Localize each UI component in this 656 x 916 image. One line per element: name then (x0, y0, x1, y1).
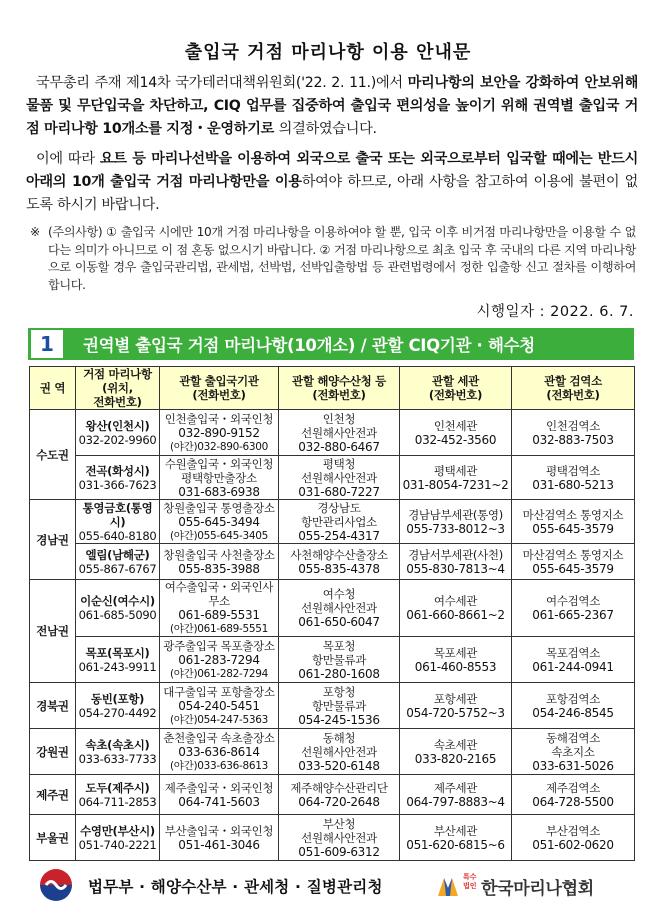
section-title: 권역별 출입국 거점 마리나항(10개소) / 관할 CIQ기관 · 해수청 (83, 336, 535, 355)
maritime-line: 항만물류과 (311, 652, 367, 667)
customs-cell (400, 544, 512, 580)
table-row (30, 544, 635, 580)
immigration-line: 창원출입국 사천출장소 (163, 547, 275, 562)
maritime-line: 032-880-6467 (298, 439, 380, 454)
header-immigration: 관할 출입국기관 (전화번호) (160, 367, 279, 410)
customs-line: 경남서부세관(사천) (408, 547, 503, 562)
region-cell: 부울권 (30, 815, 76, 861)
note-mark: ※ (30, 225, 40, 239)
maritime-cell (279, 456, 400, 500)
customs-cell (400, 683, 512, 729)
maritime-cell (279, 775, 400, 815)
marina-association-logo-icon (436, 874, 460, 898)
quarantine-line: 055-645-3579 (532, 521, 614, 536)
quarantine-cell (512, 544, 635, 580)
maritime-line: 031-680-7227 (298, 484, 380, 499)
maritime-cell (279, 410, 400, 456)
immigration-line: 수원출입국・외국인청 평택항만출장소 (164, 456, 274, 485)
marina-phone: 031-366-7623 (78, 477, 157, 492)
immigration-line: 055-645-3494 (178, 514, 260, 529)
maritime-line: 선원해사안전과 (301, 425, 377, 440)
caution-note (30, 224, 636, 294)
customs-line: 061-460-8553 (414, 659, 497, 674)
marina-phone: 055-867-6767 (78, 561, 157, 576)
section-number: 1 (31, 330, 63, 358)
customs-line: 051-620-6815~6 (406, 837, 505, 852)
quarantine-line: 목포검역소 (545, 645, 601, 660)
maritime-line: 055-835-4378 (298, 561, 380, 576)
immigration-cell (160, 500, 279, 544)
marina-phone: 061-243-9911 (78, 659, 157, 674)
table-row (30, 410, 635, 456)
instruction-text-1: 이에 따라 (36, 151, 100, 167)
marina-cell (76, 500, 160, 544)
marina-name: 통영금호(통영시) (82, 500, 153, 529)
region-cell: 제주권 (30, 775, 76, 815)
quarantine-cell (512, 683, 635, 729)
immigration-cell (160, 815, 279, 861)
immigration-cell (160, 683, 279, 729)
immigration-cell (160, 544, 279, 580)
maritime-line: 동해청 (322, 730, 356, 745)
quarantine-cell (512, 637, 635, 683)
header-quarantine: 관할 검역소 (전화번호) (512, 367, 635, 410)
maritime-line: 여수청 (322, 587, 356, 601)
customs-line: 061-660-8661~2 (406, 608, 505, 622)
maritime-cell (279, 580, 400, 637)
quarantine-line: 평택검역소 (545, 463, 601, 478)
quarantine-line: 여수검역소 (545, 594, 601, 608)
marina-name: 왕산(인천시) (85, 418, 150, 433)
customs-line: 054-720-5752~3 (406, 705, 505, 720)
table-row (30, 637, 635, 683)
intro-bold-text: 마리나항의 보안을 강화하여 안보위해 물품 및 무단입국을 차단하고, CIQ 업무를 집중하여 출입국 편의성을 높이기 위해 권역별 출입국 거점 마리나항 10개소를 지정・운영하기로 (26, 75, 638, 137)
quarantine-line: 061-665-2367 (532, 608, 614, 622)
marina-name: 동빈(포항) (90, 691, 145, 706)
quarantine-line: 055-645-3579 (532, 561, 614, 576)
table-row (30, 815, 635, 861)
marina-phone: 033-633-7733 (78, 751, 157, 766)
maritime-line: 평택청 (322, 456, 356, 471)
table-header-row (30, 367, 635, 410)
table-row (30, 580, 635, 637)
maritime-line: 선원해사안전과 (301, 744, 377, 759)
customs-line: 032-452-3560 (414, 432, 497, 447)
table-row (30, 456, 635, 500)
customs-cell (400, 410, 512, 456)
marina-name: 도두(제주시) (85, 780, 150, 795)
instruction-bold-text: 요트 등 마리나선박을 이용하여 외국으로 출국 또는 외국으로부터 입국할 때에는 반드시 아래의 10개 출입국 거점 마리나항만을 이용 (26, 151, 638, 190)
note-text: (주의사항) ① 출입국 시에만 10개 거점 마리나항을 이용하여야 할 뿐, 입국 이후 비거점 마리나항만을 이용할 수 없다는 의미가 아니므로 이 점 혼동 없으시기 바랍니다. ② 거점 마리나항으로 최초 입국 후 국내의 다른 지역 마리나항으로 이동할 경우 출입국관리법, 관세법, 선박법, 선박입출항법 등 관련법령에서 정한 입출항 신고 절차를 이행하여 합니다. (48, 225, 636, 292)
immigration-line: 032-890-9152 (178, 425, 260, 440)
maritime-cell (279, 815, 400, 861)
table-body (30, 410, 635, 861)
immigration-line: 창원출입국 통영출장소 (163, 500, 275, 515)
quarantine-line: 마산검역소 통영지소 (522, 547, 624, 562)
quarantine-line: 032-883-7503 (532, 432, 614, 447)
immigration-line: 033-636-8614 (178, 744, 260, 759)
region-cell: 경남권 (30, 500, 76, 580)
intro-text-1: 국무총리 주재 제14차 국가테러대책위원회('22. 2. 11.)에서 (36, 75, 408, 91)
maritime-line: 055-254-4317 (298, 528, 380, 543)
quarantine-cell (512, 815, 635, 861)
immigration-line: (야간)054-247-5363 (169, 713, 269, 726)
section-banner (28, 328, 634, 360)
marina-cell (76, 815, 160, 861)
region-cell: 수도권 (30, 410, 76, 500)
maritime-line: 061-650-6047 (298, 615, 380, 629)
ministries-text: 법무부 · 해양수산부 · 관세청 · 질병관리청 (88, 878, 383, 896)
immigration-line: 031-683-6938 (178, 484, 260, 499)
quarantine-line: 031-680-5213 (532, 477, 614, 492)
assoc-type-label: 특수법인 (463, 873, 477, 890)
quarantine-line: 속초지소 (551, 744, 595, 759)
table-row (30, 683, 635, 729)
quarantine-line: 포항검역소 (545, 691, 601, 706)
quarantine-line: 부산검역소 (545, 823, 601, 838)
immigration-line: 064-741-5603 (178, 794, 260, 809)
immigration-line: 부산출입국・외국인청 (164, 823, 274, 838)
maritime-line: 인천청 (322, 411, 356, 426)
marina-phone: 032-202-9960 (78, 432, 157, 447)
marina-cell (76, 683, 160, 729)
customs-cell (400, 775, 512, 815)
header-region: 권 역 (30, 367, 76, 410)
marina-name: 엘림(남해군) (85, 547, 150, 562)
government-emblem-icon (40, 869, 72, 901)
assoc-name: 한국마리나협회 (481, 879, 594, 899)
immigration-line: 061-283-7294 (178, 652, 260, 667)
maritime-line: 제주해양수산관리단 (290, 780, 388, 795)
marina-cell (76, 729, 160, 775)
customs-line: 속초세관 (433, 737, 478, 752)
marina-name: 수영만(부산시) (80, 823, 155, 838)
marina-cell (76, 410, 160, 456)
maritime-cell (279, 729, 400, 775)
maritime-line: 선원해사안전과 (301, 601, 377, 615)
immigration-cell (160, 410, 279, 456)
immigration-cell (160, 637, 279, 683)
marina-phone: 061-685-5090 (78, 608, 157, 622)
customs-cell (400, 729, 512, 775)
customs-line: 인천세관 (433, 418, 478, 433)
effective-date: 시행일자 : 2022. 6. 7. (476, 304, 634, 320)
maritime-line: 064-720-2648 (298, 794, 380, 809)
header-customs: 관할 세관 (전화번호) (400, 367, 512, 410)
marina-cell (76, 775, 160, 815)
maritime-line: 포항청 (322, 684, 356, 699)
marina-phone: 051-740-2221 (78, 837, 157, 852)
region-cell: 전남권 (30, 580, 76, 683)
customs-line: 055-830-7813~4 (406, 561, 505, 576)
immigration-line: 055-835-3988 (178, 561, 260, 576)
quarantine-line: 마산검역소 통영지소 (522, 507, 624, 522)
quarantine-line: 061-244-0941 (532, 659, 614, 674)
maritime-cell (279, 500, 400, 544)
customs-line: 055-733-8012~3 (406, 521, 505, 536)
footer (0, 866, 656, 908)
page-title: 출입국 거점 마리나항 이용 안내문 (184, 42, 472, 63)
customs-cell (400, 637, 512, 683)
quarantine-line: 제주검역소 (545, 780, 601, 795)
immigration-line: 춘천출입국 속초출장소 (163, 730, 275, 745)
customs-cell (400, 580, 512, 637)
marina-phone: 054-270-4492 (78, 705, 157, 720)
customs-line: 포항세관 (433, 691, 478, 706)
customs-line: 부산세관 (433, 823, 478, 838)
quarantine-line: 033-631-5026 (532, 758, 614, 773)
customs-line: 033-820-2165 (414, 751, 497, 766)
marina-name: 목포(목포시) (85, 645, 150, 660)
marina-table (29, 366, 635, 861)
customs-line: 제주세관 (433, 780, 478, 795)
table-row (30, 500, 635, 544)
region-cell: 강원권 (30, 729, 76, 775)
marina-name: 이순신(여수시) (80, 594, 155, 608)
marina-cell (76, 544, 160, 580)
maritime-line: 경상남도 (317, 500, 361, 515)
customs-cell (400, 815, 512, 861)
immigration-line: 여수출입국・외국인사무소 (164, 580, 274, 608)
intro-paragraph (26, 72, 638, 141)
quarantine-cell (512, 500, 635, 544)
intro-text-2: 의결하였습니다. (278, 121, 377, 137)
customs-line: 평택세관 (433, 463, 478, 478)
quarantine-cell (512, 729, 635, 775)
maritime-cell (279, 683, 400, 729)
customs-line: 경남남부세관(통영) (408, 507, 503, 522)
immigration-cell (160, 729, 279, 775)
immigration-line: 제주출입국・외국인청 (164, 780, 274, 795)
immigration-line: (야간)055-645-3405 (169, 529, 269, 542)
marina-name: 속초(속초시) (85, 737, 150, 752)
instruction-paragraph (26, 148, 638, 217)
maritime-cell (279, 637, 400, 683)
maritime-line: 부산청 (322, 816, 356, 831)
maritime-line: 054-245-1536 (298, 712, 380, 727)
quarantine-line: 054-246-8545 (532, 705, 614, 720)
maritime-line: 051-609-6312 (298, 844, 380, 859)
maritime-cell (279, 544, 400, 580)
immigration-line: 051-461-3046 (178, 837, 260, 852)
immigration-cell (160, 580, 279, 637)
maritime-line: 사천해양수산출장소 (290, 547, 388, 562)
immigration-cell (160, 456, 279, 500)
customs-cell (400, 456, 512, 500)
maritime-line: 항만관리사업소 (301, 514, 377, 529)
quarantine-line: 051-602-0620 (532, 837, 614, 852)
header-marina: 거점 마리나항 (위치, 전화번호) (76, 367, 160, 410)
immigration-cell (160, 775, 279, 815)
quarantine-line: 동해검역소 (545, 730, 601, 745)
customs-line: 목포세관 (433, 645, 478, 660)
immigration-line: (야간)061-689-5551 (169, 623, 269, 635)
quarantine-cell (512, 775, 635, 815)
quarantine-cell (512, 410, 635, 456)
maritime-line: 목포청 (322, 638, 356, 653)
immigration-line: 대구출입국 포항출장소 (163, 684, 275, 699)
table-row (30, 729, 635, 775)
customs-line: 여수세관 (433, 594, 478, 608)
maritime-line: 선원해사안전과 (301, 470, 377, 485)
marina-cell (76, 580, 160, 637)
immigration-line: (야간)032-890-6300 (169, 440, 269, 453)
immigration-line: 061-689-5531 (178, 608, 260, 622)
region-cell: 경북권 (30, 683, 76, 729)
immigration-line: 인천출입국・외국인청 (164, 411, 274, 426)
maritime-line: 033-520-6148 (298, 758, 380, 773)
immigration-line: 054-240-5451 (178, 698, 260, 713)
marina-phone: 055-640-8180 (78, 528, 157, 543)
quarantine-line: 064-728-5500 (532, 794, 614, 809)
instruction-text-2: 하여야 하므로, 아래 사항을 참고하여 이용에 불편이 없도록 하시기 바랍니다. (26, 174, 638, 213)
marina-cell (76, 637, 160, 683)
quarantine-cell (512, 580, 635, 637)
immigration-line: (야간)061-282-7294 (169, 667, 269, 680)
quarantine-cell (512, 456, 635, 500)
customs-cell (400, 500, 512, 544)
immigration-line: (야간)033-636-8613 (169, 759, 269, 772)
quarantine-line: 인천검역소 (545, 418, 601, 433)
table-row (30, 775, 635, 815)
maritime-line: 항만물류과 (311, 698, 367, 713)
marina-cell (76, 456, 160, 500)
header-maritime: 관할 해양수산청 등 (전화번호) (279, 367, 400, 410)
immigration-line: 광주출입국 목포출장소 (163, 638, 275, 653)
customs-line: 031-8054-7231~2 (402, 477, 509, 492)
marina-name: 전곡(화성시) (85, 463, 150, 478)
customs-line: 064-797-8883~4 (406, 794, 505, 809)
maritime-line: 선원해사안전과 (301, 830, 377, 845)
maritime-line: 061-280-1608 (298, 666, 380, 681)
marina-phone: 064-711-2853 (78, 794, 157, 809)
